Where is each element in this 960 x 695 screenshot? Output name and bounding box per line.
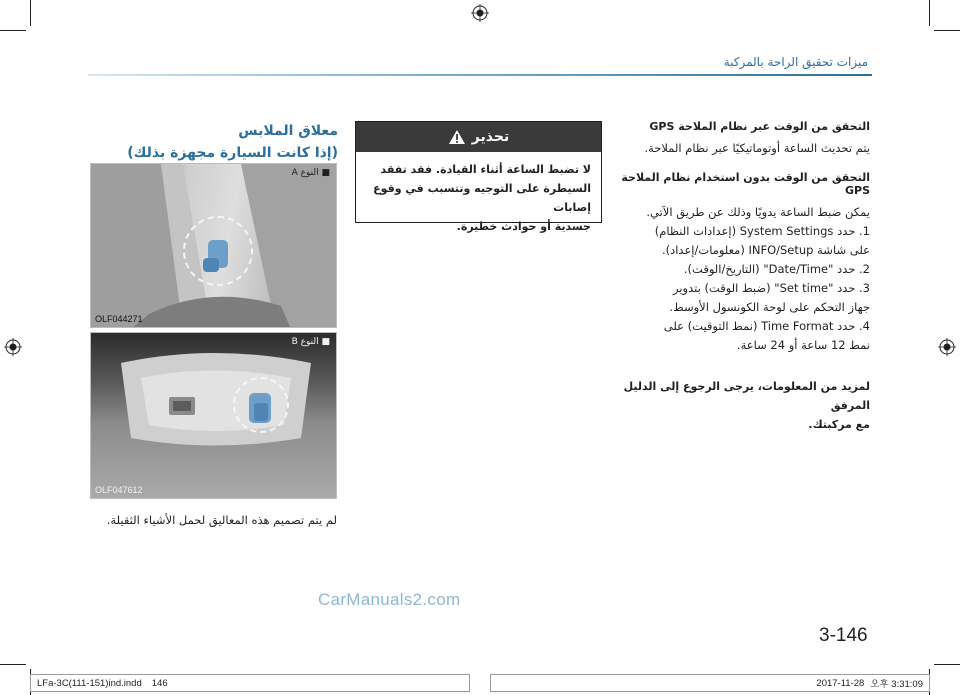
warning-box bbox=[355, 121, 602, 233]
crop-mark bbox=[30, 0, 31, 26]
type-label: ■ النوع B bbox=[291, 337, 330, 347]
highlight-circle bbox=[233, 377, 289, 433]
crop-mark bbox=[0, 30, 26, 31]
step-line: على شاشة INFO/Setup (معلومات/إعداد). bbox=[661, 243, 870, 257]
steps-list bbox=[608, 203, 870, 355]
hook-caption: لم يتم تصميم هذه المعاليق لحمل الأشياء الثقيلة. bbox=[106, 513, 337, 527]
manual-heading: التحقق من الوقت بدون استخدام نظام الملاحة GPS bbox=[621, 171, 870, 197]
coat-hook-photo-a bbox=[90, 163, 337, 328]
info-note: لمزيد من المعلومات، يرجى الرجوع إلى الدليل المرفق مع مركبتك. bbox=[623, 380, 870, 431]
step-line: يمكن ضبط الساعة يدويًا وذلك عن طريق الآتي. bbox=[646, 205, 870, 219]
crop-mark bbox=[929, 0, 930, 26]
header-rule bbox=[88, 74, 872, 76]
registration-target-icon bbox=[4, 338, 22, 356]
warning-title: تحذير bbox=[471, 129, 510, 145]
warning-text: لا تضبط الساعة أثناء القيادة. فقد تفقد السيطرة على التوجيه وتتسبب في وقوع إصابات جسدية أو حوادث خطيرة. bbox=[373, 163, 591, 233]
figure-code: OLF047612 bbox=[95, 485, 143, 495]
step-line: جهاز التحكم على لوحة الكونسول الأوسط. bbox=[669, 300, 870, 314]
crop-mark bbox=[0, 664, 26, 665]
gps-heading: التحقق من الوقت عبر نظام الملاحة GPS bbox=[649, 120, 870, 133]
step-line: 4. حدد Time Format (نمط التوقيت) على bbox=[663, 319, 870, 333]
registration-target-icon bbox=[938, 338, 956, 356]
step-line: نمط 12 ساعة أو 24 ساعة. bbox=[736, 338, 870, 352]
footer-filename: LFa-3C(111-151)ind.indd bbox=[37, 677, 142, 689]
footer-page: 146 bbox=[151, 677, 168, 689]
registration-target-icon bbox=[471, 4, 489, 22]
coat-hook-photo-b bbox=[90, 332, 337, 499]
warning-header bbox=[356, 122, 601, 152]
footer-file-info bbox=[30, 674, 470, 692]
footer-date: 2017-11-28 bbox=[816, 677, 865, 689]
highlight-circle bbox=[183, 216, 253, 286]
footer-date-info bbox=[490, 674, 930, 692]
watermark: CarManuals2.com bbox=[318, 590, 461, 609]
chapter-title: ميزات تحقيق الراحة بالمركبة bbox=[723, 55, 868, 69]
step-line: 1. حدد System Settings (إعدادات النظام) bbox=[654, 224, 870, 238]
footer-time: 오후 3:31:09 bbox=[870, 679, 923, 690]
crop-mark bbox=[934, 664, 960, 665]
gps-paragraph: يتم تحديث الساعة أوتوماتيكيًا عبر نظام الملاحة. bbox=[644, 141, 870, 155]
grab-handle-illustration bbox=[91, 333, 337, 499]
step-line: 3. حدد "Set time" (ضبط الوقت) بتدوير bbox=[672, 281, 870, 295]
step-line: 2. حدد "Date/Time" (التاريخ/الوقت). bbox=[683, 262, 870, 276]
page-number: 3-146 bbox=[819, 625, 868, 646]
type-label: ■ النوع A bbox=[291, 168, 330, 178]
warning-triangle-icon bbox=[448, 129, 466, 145]
clock-instructions bbox=[608, 120, 870, 434]
section-title: معلاق الملابس (إذا كانت السيارة مجهزة بذلك) bbox=[127, 123, 338, 161]
figure-code: OLF044271 bbox=[95, 314, 143, 324]
crop-mark bbox=[934, 30, 960, 31]
